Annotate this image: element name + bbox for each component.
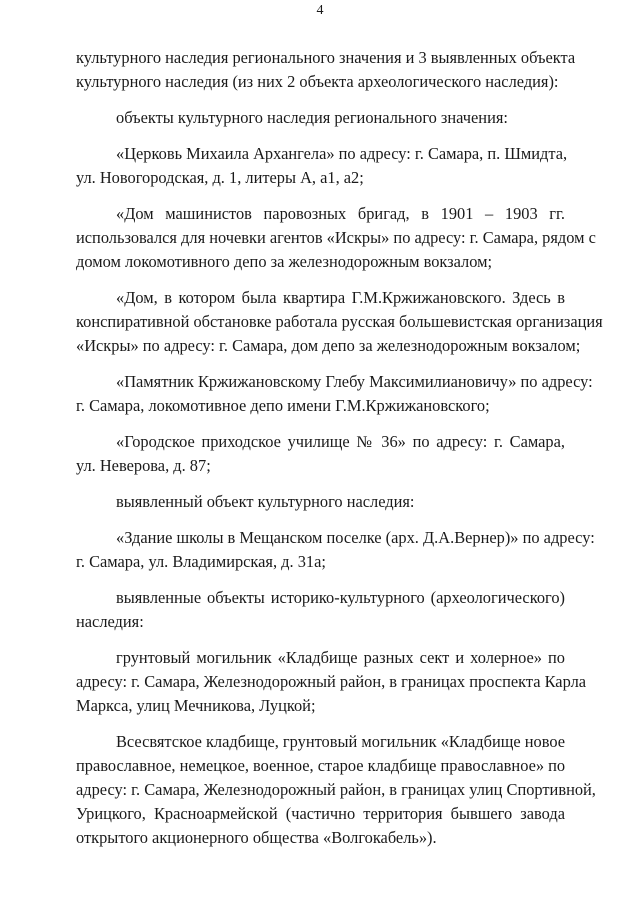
paragraph bbox=[76, 202, 596, 274]
paragraph bbox=[76, 526, 595, 574]
text-line: «Здание школы в Мещанском поселке (арх. Д.А.Вернер)» по адресу: bbox=[116, 528, 595, 547]
text-line: объекты культурного наследия регионального значения: bbox=[116, 108, 508, 127]
text-line: Всесвятское кладбище, грунтовый могильник «Кладбище новое bbox=[116, 732, 565, 751]
text-line: выявленный объект культурного наследия: bbox=[116, 492, 415, 511]
paragraph bbox=[76, 286, 603, 358]
paragraph bbox=[76, 106, 565, 130]
text-line: адресу: г. Самара, Железнодорожный район, в границах улиц Спортивной, bbox=[76, 780, 596, 799]
text-line: «Искры» по адресу: г. Самара, дом депо за железнодорожным вокзалом; bbox=[76, 336, 581, 355]
text-line: выявленные объекты историко-культурного (археологического) bbox=[116, 588, 565, 607]
text-line: конспиративной обстановке работала русская большевистская организация bbox=[76, 312, 603, 331]
paragraph bbox=[76, 730, 596, 850]
paragraph bbox=[76, 370, 593, 418]
text-line: «Городское приходское училище № 36» по адресу: г. Самара, bbox=[116, 432, 565, 451]
text-line: адресу: г. Самара, Железнодорожный район, в границах проспекта Карла bbox=[76, 672, 587, 691]
text-line: г. Самара, локомотивное депо имени Г.М.Кржижановского; bbox=[76, 396, 490, 415]
page-number: 4 bbox=[316, 3, 324, 18]
text-line: наследия: bbox=[76, 612, 144, 631]
text-line: культурного наследия (из них 2 объекта археологического наследия): bbox=[76, 72, 559, 91]
paragraph bbox=[76, 142, 568, 190]
text-line: культурного наследия регионального значения и 3 выявленных объекта bbox=[76, 48, 576, 67]
text-line: ул. Неверова, д. 87; bbox=[76, 456, 211, 475]
text-line: ул. Новогородская, д. 1, литеры А, а1, а2; bbox=[76, 168, 364, 187]
text-line: православное, немецкое, военное, старое кладбище православное» по bbox=[76, 756, 566, 775]
text-line: использовался для ночевки агентов «Искры» по адресу: г. Самара, рядом с bbox=[76, 228, 596, 247]
paragraph bbox=[76, 490, 565, 514]
text-line: «Памятник Кржижановскому Глебу Максимилиановичу» по адресу: bbox=[116, 372, 593, 391]
text-line: г. Самара, ул. Владимирская, д. 31а; bbox=[76, 552, 326, 571]
text-line: домом локомотивного депо за железнодорожным вокзалом; bbox=[76, 252, 493, 271]
paragraph bbox=[76, 46, 576, 94]
text-line: «Церковь Михаила Архангела» по адресу: г. Самара, п. Шмидта, bbox=[116, 144, 568, 163]
text-line: «Дом, в котором была квартира Г.М.Кржижановского. Здесь в bbox=[116, 288, 565, 307]
text-line: Маркса, улиц Мечникова, Луцкой; bbox=[76, 696, 316, 715]
paragraph bbox=[76, 586, 565, 634]
text-line: открытого акционерного общества «Волгокабель»). bbox=[76, 828, 437, 847]
paragraph bbox=[76, 430, 565, 478]
document-body bbox=[76, 46, 603, 862]
text-line: «Дом машинистов паровозных бригад, в 1901 – 1903 гг. bbox=[116, 204, 565, 223]
text-line: Урицкого, Красноармейской (частично территория бывшего завода bbox=[76, 804, 565, 823]
paragraph bbox=[76, 646, 587, 718]
text-line: грунтовый могильник «Кладбище разных сект и холерное» по bbox=[116, 648, 565, 667]
